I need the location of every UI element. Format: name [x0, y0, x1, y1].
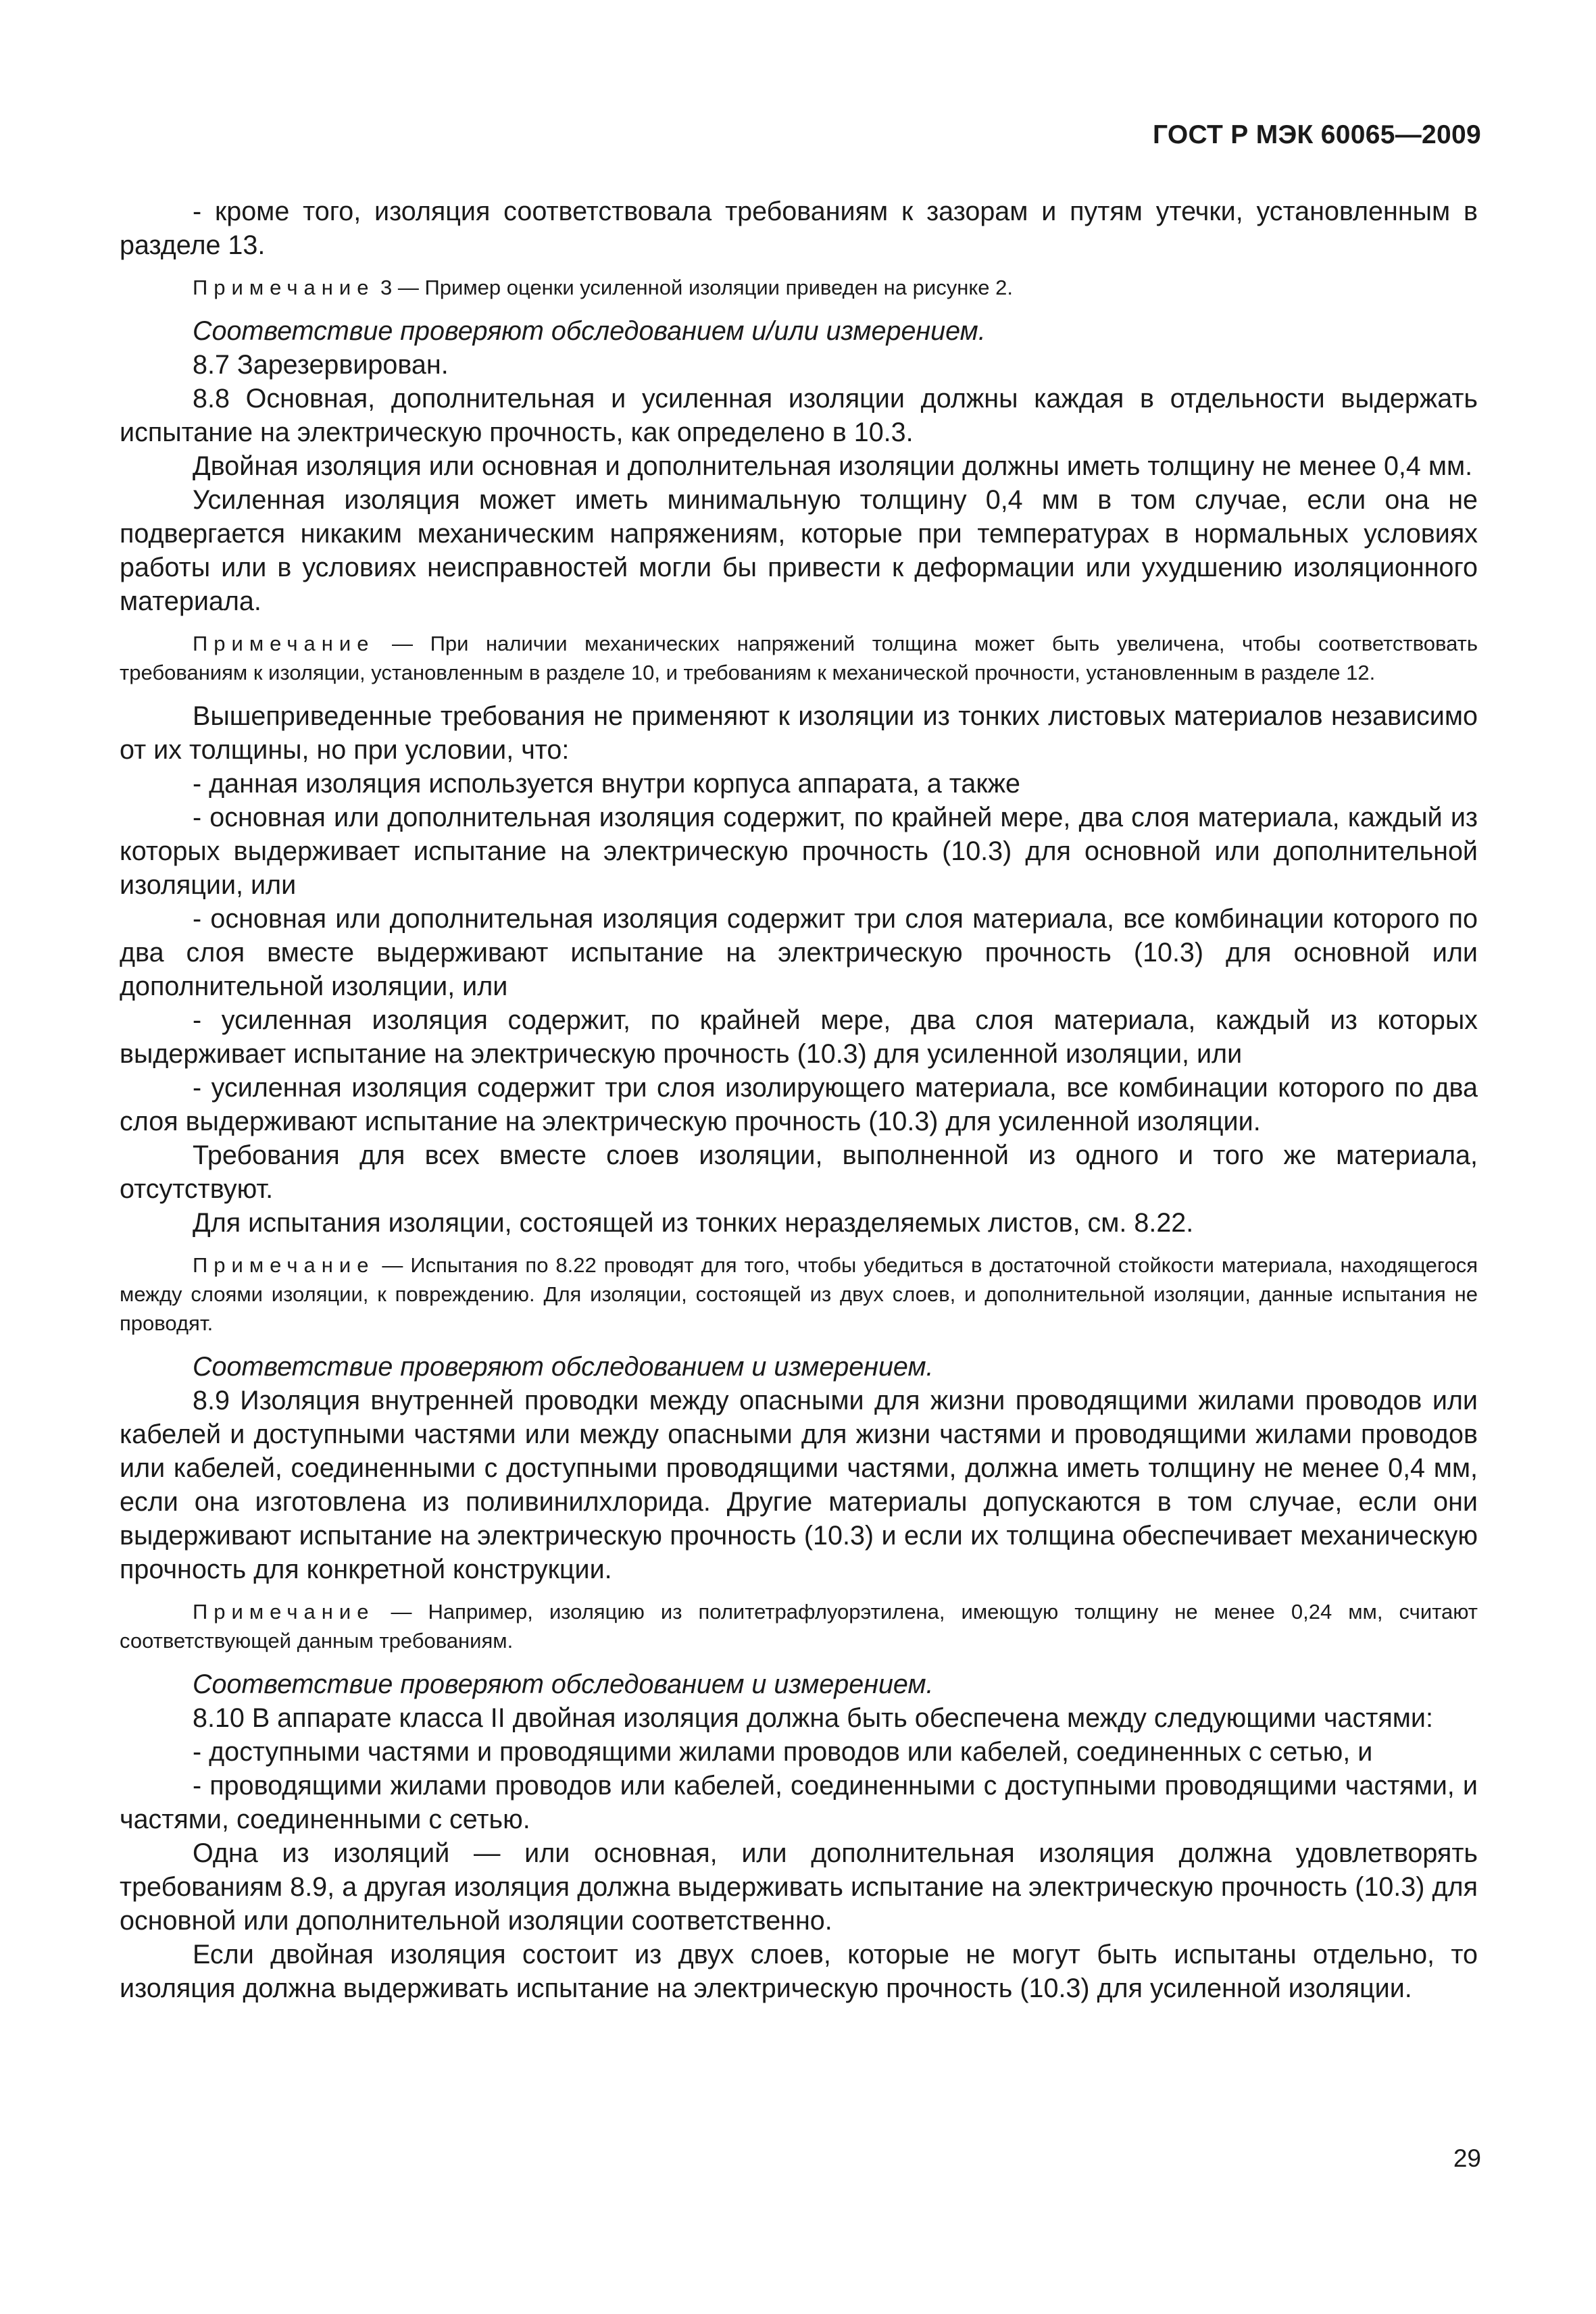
note-text: — При наличии механических напряжений толщина может быть увеличена, чтобы соответствовать требованиям к изоляции, установленным в разделе 10, и требованиям к механической прочности, установленным в разделе 12.: [120, 632, 1478, 684]
paragraph: - кроме того, изоляция соответствовала требованиям к зазорам и путям утечки, установленным в разделе 13.: [120, 197, 1478, 260]
note: [120, 1251, 1478, 1338]
compliance-statement: Соответствие проверяют обследованием и измерением.: [193, 1352, 934, 1382]
clause-8-9: 8.9 Изоляция внутренней проводки между опасными для жизни проводящими жилами проводов или кабелей и доступными частями или между опасными для жизни частями и проводящими жилами проводов или кабелей, соединенными с доступными проводящими частями, должна иметь толщину не менее 0,4 мм, если она изготовлена из поливинилхлорида. Другие материалы допускаются в том случае, если они выдерживают испытание на электрическую прочность (10.3) и если их толщина обеспечивает механическую прочность для конкретной конструкции.: [120, 1386, 1478, 1584]
paragraph: Требования для всех вместе слоев изоляции, выполненной из одного и того же материала, отсутствуют.: [120, 1140, 1478, 1204]
note: [120, 273, 1478, 302]
note: [120, 629, 1478, 687]
page-number: 29: [1453, 2144, 1481, 2172]
paragraph: Двойная изоляция или основная и дополнительная изоляции должны иметь толщину не менее 0,4 мм.: [193, 451, 1473, 481]
list-item: - усиленная изоляция содержит три слоя изолирующего материала, все комбинации которого по два слоя выдерживают испытание на электрическую прочность (10.3) для усиленной изоляции.: [120, 1073, 1478, 1136]
paragraph: Для испытания изоляции, состоящей из тонких неразделяемых листов, см. 8.22.: [193, 1208, 1194, 1238]
list-item: - доступными частями и проводящими жилами проводов или кабелей, соединенных с сетью, и: [193, 1737, 1373, 1767]
clause-8-7: 8.7 Зарезервирован.: [193, 350, 449, 380]
note-label: Примечание: [193, 1600, 375, 1624]
note-label: Примечание: [193, 276, 375, 299]
note-text: — Например, изоляцию из политетрафлуорэтилена, имеющую толщину не менее 0,24 мм, считают соответствующей данным требованиям.: [120, 1600, 1478, 1653]
document-body: [120, 195, 1478, 2005]
document-code-header: ГОСТ Р МЭК 60065—2009: [1152, 120, 1481, 149]
note-text: — Испытания по 8.22 проводят для того, чтобы убедиться в достаточной стойкости материала, находящегося между слоями изоляции, к повреждению. Для изоляции, состоящей из двух слоев, и дополнительной изоляции, данные испытания не проводят.: [120, 1253, 1478, 1335]
list-item: - данная изоляция используется внутри корпуса аппарата, а также: [193, 769, 1021, 799]
compliance-statement: Соответствие проверяют обследованием и измерением.: [193, 1669, 934, 1699]
clause-8-10: 8.10 В аппарате класса II двойная изоляция должна быть обеспечена между следующими частями:: [193, 1703, 1433, 1733]
paragraph: Если двойная изоляция состоит из двух слоев, которые не могут быть испытаны отдельно, то изоляция должна выдерживать испытание на электрическую прочность (10.3) для усиленной изоляции.: [120, 1940, 1478, 2003]
list-item: - основная или дополнительная изоляция содержит три слоя материала, все комбинации которого по два слоя вместе выдерживают испытание на электрическую прочность (10.3) для основной или дополнительной изоляции, или: [120, 904, 1478, 1001]
paragraph: Вышеприведенные требования не применяют к изоляции из тонких листовых материалов независимо от их толщины, но при условии, что:: [120, 701, 1478, 765]
note-label: Примечание: [193, 1253, 375, 1277]
note: [120, 1597, 1478, 1655]
note-label: Примечание: [193, 632, 375, 655]
compliance-statement: Соответствие проверяют обследованием и/или измерением.: [193, 316, 986, 346]
paragraph: Усиленная изоляция может иметь минимальную толщину 0,4 мм в том случае, если она не подвергается никаким механическим напряжениям, которые при температурах в нормальных условиях работы или в условиях неисправностей могли бы привести к деформации или ухудшению изоляционного материала.: [120, 485, 1478, 616]
clause-8-8: 8.8 Основная, дополнительная и усиленная изоляции должны каждая в отдельности выдержать испытание на электрическую прочность, как определено в 10.3.: [120, 384, 1478, 447]
list-item: - основная или дополнительная изоляция содержит, по крайней мере, два слоя материала, каждый из которых выдерживает испытание на электрическую прочность (10.3) для основной или дополнительной изоляции, или: [120, 803, 1478, 900]
note-text: 3 — Пример оценки усиленной изоляции приведен на рисунке 2.: [374, 276, 1013, 299]
list-item: - усиленная изоляция содержит, по крайней мере, два слоя материала, каждый из которых выдерживает испытание на электрическую прочность (10.3) для усиленной изоляции, или: [120, 1005, 1478, 1069]
list-item: - проводящими жилами проводов или кабелей, соединенными с доступными проводящими частями, и частями, соединенными с сетью.: [120, 1771, 1478, 1834]
paragraph: Одна из изоляций — или основная, или дополнительная изоляция должна удовлетворять требованиям 8.9, а другая изоляция должна выдерживать испытание на электрическую прочность (10.3) для основной или дополнительной изоляции соответственно.: [120, 1838, 1478, 1936]
